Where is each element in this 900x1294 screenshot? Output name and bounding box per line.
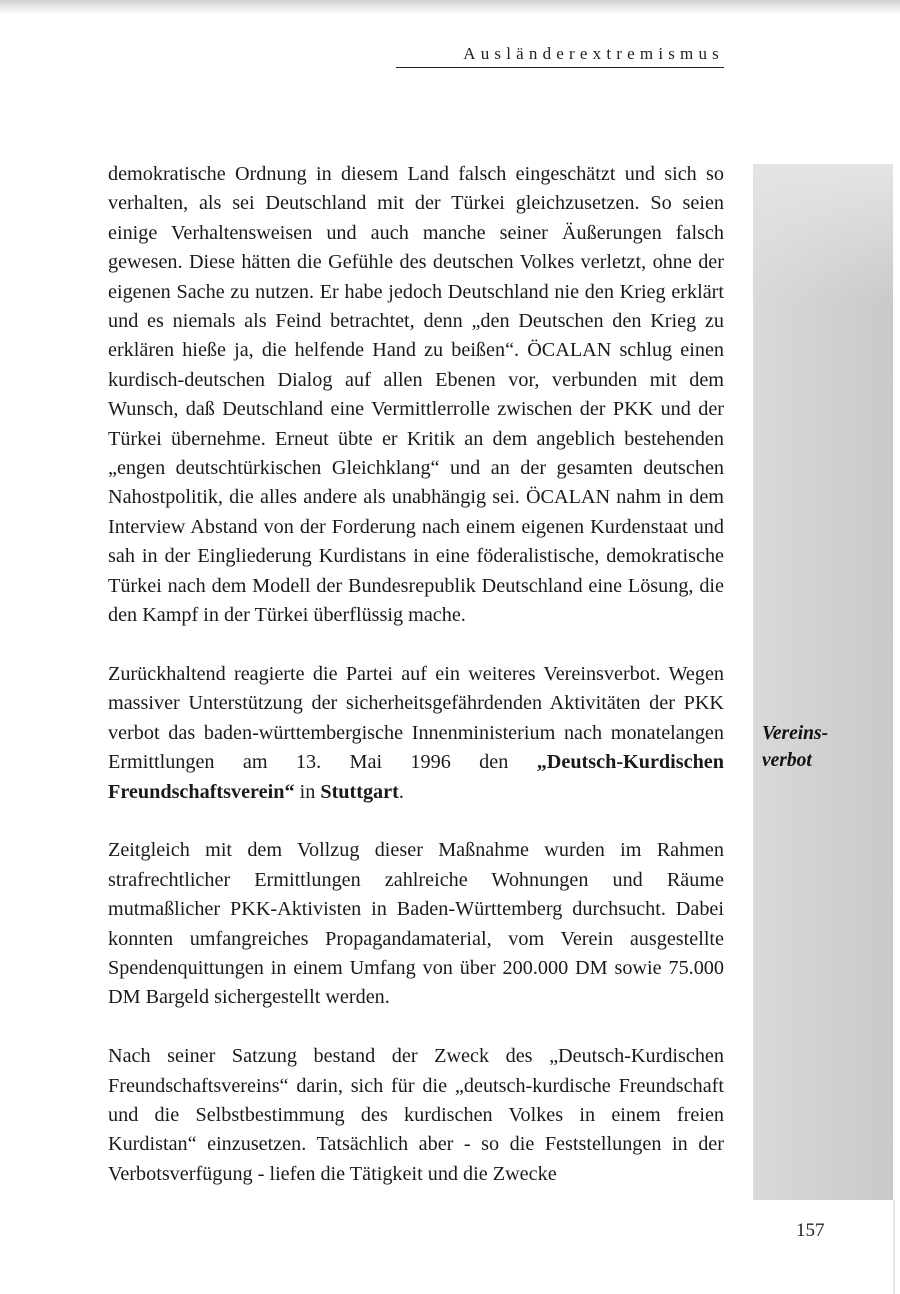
margin-heading-line-2: verbot xyxy=(762,750,812,771)
paragraph-1: demokratische Ordnung in diesem Land falsch eingeschätzt und sich so verhalten, als sei Deutschland mit der Türkei gleichzusetzen. So seien einige Verhaltensweisen und auch manche seiner Äußerungen falsch gewesen. Diese hätten die Gefühle des deutschen Volkes verletzt, ohne der eigenen Sache zu nutzen. Er habe jedoch Deutschland nie den Krieg erklärt und es niemals als Feind betrachtet, denn „den Deutschen den Krieg zu erklären hieße ja, die helfende Hand zu beißen“. ÖCALAN schlug einen kurdisch-deutschen Dialog auf allen Ebenen vor, verbunden mit dem Wunsch, daß Deutschland eine Vermittlerrolle zwischen der PKK und der Türkei übernehme. Erneut übte er Kritik an dem angeblich bestehenden „engen deutschtürkischen Gleichklang“ und an der gesamten deutschen Nahostpolitik, die alles andere als unabhängig sei. ÖCALAN nahm in dem Interview Abstand von der Forderung nach einem eigenen Kurdenstaat und sah in der Eingliederung Kurdistans in eine föderalistische, demokratische Türkei nach dem Modell der Bundesrepublik Deutschland eine Lösung, die den Kampf in der Türkei überflüssig mache. xyxy=(108,163,724,627)
header-rule xyxy=(396,67,724,68)
margin-shading-bar xyxy=(753,164,893,1200)
paragraph-4: Nach seiner Satzung bestand der Zweck des „Deutsch-Kurdischen Freundschaftsvereins“ darin, sich für die „deutsch-kurdische Freundschaft und die Selbstbestimmung des kurdischen Volkes in einem freien Kurdistan“ einzusetzen. Tatsächlich aber - so die Feststellungen in der Verbotsverfügung - liefen die Tätigkeit und die Zwecke xyxy=(108,1045,724,1185)
running-header: Ausländerextremismus xyxy=(463,44,724,63)
scan-top-shadow xyxy=(0,0,900,14)
margin-heading xyxy=(762,720,882,774)
page-number: 157 xyxy=(796,1220,825,1241)
paragraph-3: Zeitgleich mit dem Vollzug dieser Maßnahme wurden im Rahmen strafrechtlicher Ermittlungen zahlreiche Wohnungen und Räume mutmaßlicher PKK-Aktivisten in Baden-Württemberg durchsucht. Dabei konnten umfangreiches Propagandamaterial, vom Verein ausgestellte Spendenquittungen in einem Umfang von über 200.000 DM sowie 75.000 DM Bargeld sichergestellt werden. xyxy=(108,839,724,1009)
city-name: Stuttgart xyxy=(320,780,399,803)
association-name: „Deutsch-Kurdischen Freundschaftsverein“ xyxy=(108,751,724,803)
margin-heading-line-1: Vereins- xyxy=(762,723,829,744)
page-edge xyxy=(893,1200,895,1294)
paragraph-2-end: . xyxy=(398,780,404,803)
paragraph-2-connector: in xyxy=(294,780,321,803)
paragraph-2 xyxy=(108,660,724,807)
body-text xyxy=(108,160,724,1189)
paragraph-2-text: Zurückhaltend reagierte die Partei auf ein weiteres Vereinsverbot. Wegen massiver Unterstützung der sicherheitsgefährdenden Aktivitäten der PKK verbot das baden-württembergische Innenministerium nach monatelangen Ermittlungen am 13. Mai 1996 den xyxy=(108,662,724,774)
